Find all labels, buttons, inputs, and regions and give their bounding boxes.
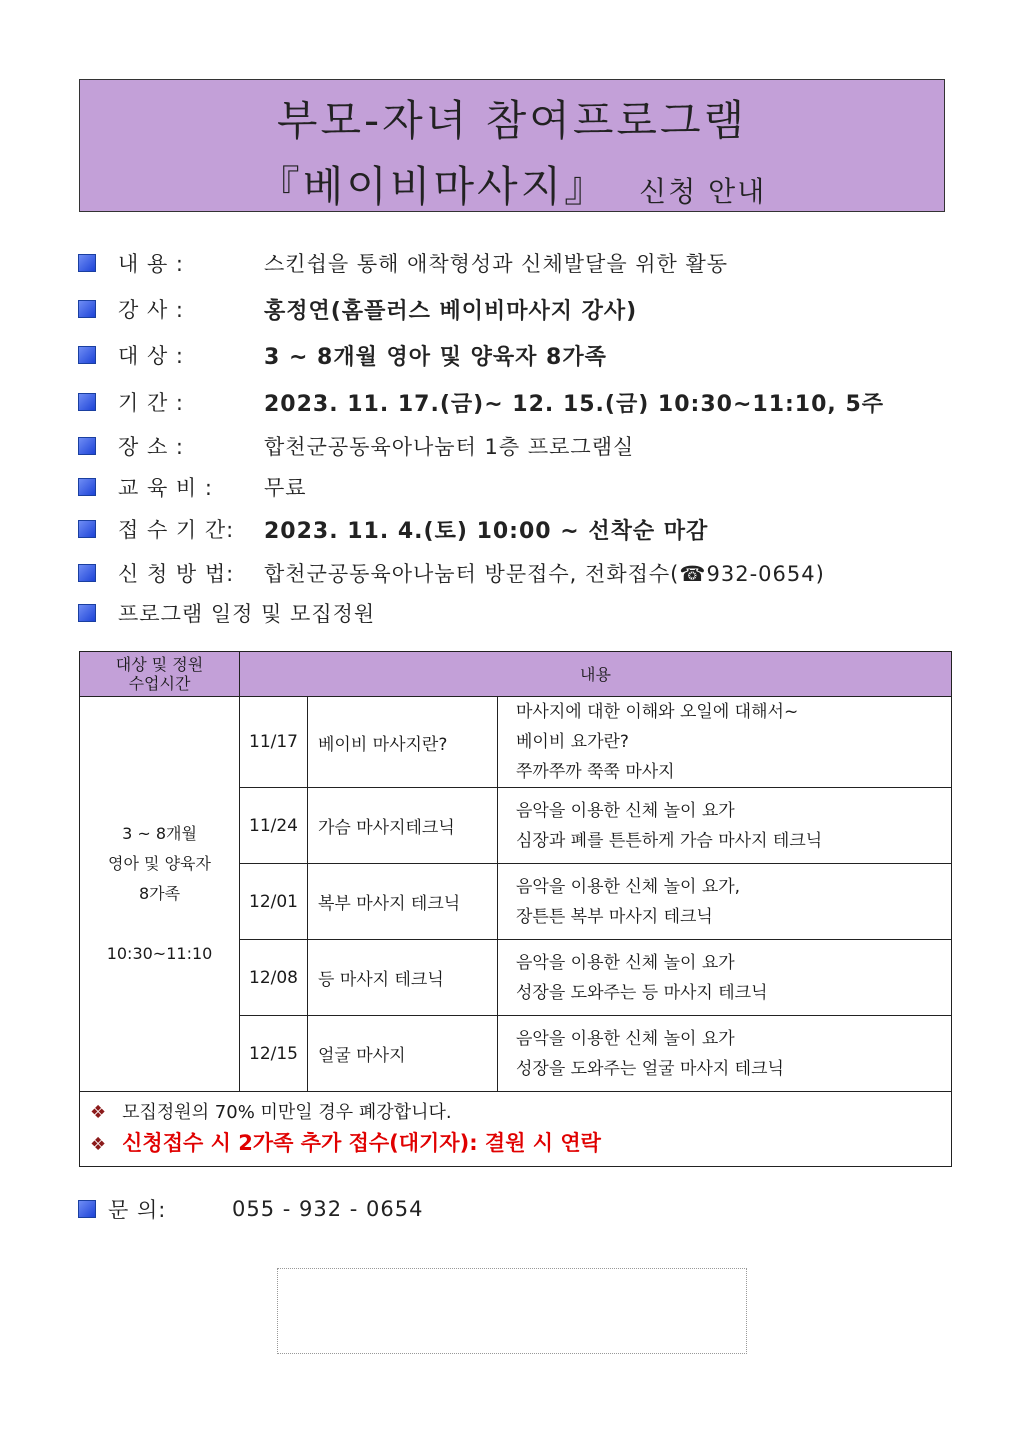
- diamond-bullet-icon: ❖: [90, 1134, 107, 1155]
- note-cancellation: [90, 1098, 941, 1128]
- session-date: 12/01: [240, 864, 308, 940]
- contact-phone: 055 - 932 - 0654: [232, 1197, 424, 1221]
- empty-frame: [277, 1268, 747, 1354]
- blue-square-bullet-icon: [78, 300, 96, 318]
- info-label: 기 간 :: [118, 391, 184, 415]
- info-row-application-method: [78, 557, 825, 589]
- target-age: 3 ~ 8개월: [122, 824, 197, 843]
- info-value: 2023. 11. 17.(금)~ 12. 15.(금) 10:30~11:10, 5주: [264, 391, 884, 417]
- title-subtitle: 신청 안내: [639, 175, 767, 208]
- detail-line: 마사지에 대한 이해와 오일에 대해서~: [516, 702, 799, 722]
- session-topic: 복부 마사지 테크닉: [308, 864, 498, 940]
- info-label: 대 상 :: [118, 344, 184, 368]
- session-date: 12/08: [240, 940, 308, 1016]
- blue-square-bullet-icon: [78, 478, 96, 496]
- info-label: 내 용 :: [118, 252, 184, 276]
- target-group: 영아 및 양육자: [108, 854, 211, 873]
- schedule-table: [79, 651, 952, 1167]
- session-date: 11/24: [240, 788, 308, 864]
- session-topic: 가슴 마사지테크닉: [308, 788, 498, 864]
- blue-square-bullet-icon: [78, 437, 96, 455]
- title-line-1: 부모-자녀 참여프로그램: [276, 96, 748, 145]
- info-row-schedule-heading: [78, 597, 375, 629]
- info-label: 신 청 방 법:: [118, 562, 235, 586]
- table-header-row: [80, 652, 952, 697]
- session-topic: 등 마사지 테크닉: [308, 940, 498, 1016]
- detail-line: 쭈까쭈까 쭉쭉 마사지: [516, 762, 675, 782]
- table-header-target: [80, 652, 240, 697]
- info-value: 홍정연(홈플러스 베이비마사지 강사): [264, 298, 638, 324]
- session-details: [498, 697, 952, 788]
- info-value: 합천군공동육아나눔터 1층 프로그램실: [264, 435, 635, 459]
- detail-line: 음악을 이용한 신체 놀이 요가,: [516, 876, 741, 897]
- detail-line: 장튼튼 복부 마사지 테크닉: [516, 906, 713, 927]
- info-row-content: [78, 247, 728, 279]
- session-details: [498, 788, 952, 864]
- session-details: [498, 1016, 952, 1092]
- contact-label: 문 의:: [108, 1198, 167, 1222]
- info-value: 무료: [264, 476, 307, 500]
- header-time-label: 수업시간: [128, 674, 191, 693]
- diamond-bullet-icon: ❖: [90, 1102, 107, 1123]
- info-row-location: [78, 430, 634, 462]
- note-text: 신청접수 시 2가족 추가 접수(대기자): 결원 시 연락: [122, 1131, 601, 1155]
- blue-square-bullet-icon: [78, 1200, 96, 1218]
- program-name: 『베이비마사지』: [257, 162, 610, 211]
- note-waitlist: [90, 1128, 941, 1160]
- blue-square-bullet-icon: [78, 564, 96, 582]
- info-label: 프로그램 일정 및 모집정원: [118, 602, 376, 626]
- title-line-2: [80, 154, 944, 214]
- detail-line: 성장을 도와주는 등 마사지 테크닉: [516, 982, 768, 1003]
- class-time: 10:30~11:10: [106, 944, 213, 963]
- detail-line: 음악을 이용한 신체 놀이 요가: [516, 800, 735, 821]
- info-row-instructor: [78, 293, 637, 325]
- session-details: [498, 940, 952, 1016]
- session-details: [498, 864, 952, 940]
- detail-line: 음악을 이용한 신체 놀이 요가: [516, 952, 735, 973]
- info-row-contact: [78, 1193, 423, 1225]
- detail-line: 심장과 폐를 튼튼하게 가슴 마사지 테크닉: [516, 830, 823, 851]
- info-value: 스킨쉽을 통해 애착형성과 신체발달을 위한 활동: [264, 252, 729, 276]
- title-banner: [79, 79, 945, 212]
- info-label: 강 사 :: [118, 298, 184, 322]
- session-date: 12/15: [240, 1016, 308, 1092]
- detail-line: 음악을 이용한 신체 놀이 요가: [516, 1028, 735, 1049]
- info-label: 교 육 비 :: [118, 476, 213, 500]
- detail-line: 성장을 도와주는 얼굴 마사지 테크닉: [516, 1058, 784, 1079]
- table-header-content: 내용: [240, 652, 952, 697]
- info-label: 접 수 기 간:: [118, 518, 235, 542]
- info-value: 2023. 11. 4.(토) 10:00 ~ 선착순 마감: [264, 518, 709, 544]
- info-row-target: [78, 339, 607, 371]
- blue-square-bullet-icon: [78, 393, 96, 411]
- info-row-period: [78, 386, 884, 418]
- session-topic: 얼굴 마사지: [308, 1016, 498, 1092]
- blue-square-bullet-icon: [78, 520, 96, 538]
- info-label: 장 소 :: [118, 435, 184, 459]
- blue-square-bullet-icon: [78, 604, 96, 622]
- blue-square-bullet-icon: [78, 346, 96, 364]
- notes-row: [80, 1092, 952, 1167]
- detail-line: 베이비 요가란?: [516, 732, 629, 752]
- target-capacity: 8가족: [138, 884, 181, 903]
- info-row-registration-period: [78, 513, 708, 545]
- info-row-fee: [78, 471, 307, 503]
- header-target-label: 대상 및 정원: [115, 655, 204, 674]
- info-value: 합천군공동육아나눔터 방문접수, 전화접수(☎932-0654): [264, 562, 825, 586]
- note-text: 모집정원의 70% 미만일 경우 폐강합니다.: [122, 1102, 452, 1123]
- notes-cell: [80, 1092, 952, 1167]
- blue-square-bullet-icon: [78, 254, 96, 272]
- target-cell: [80, 697, 240, 1092]
- info-value: 3 ~ 8개월 영아 및 양육자 8가족: [264, 344, 607, 370]
- session-date: 11/17: [240, 697, 308, 788]
- session-topic: 베이비 마사지란?: [308, 697, 498, 788]
- table-row: [80, 697, 952, 788]
